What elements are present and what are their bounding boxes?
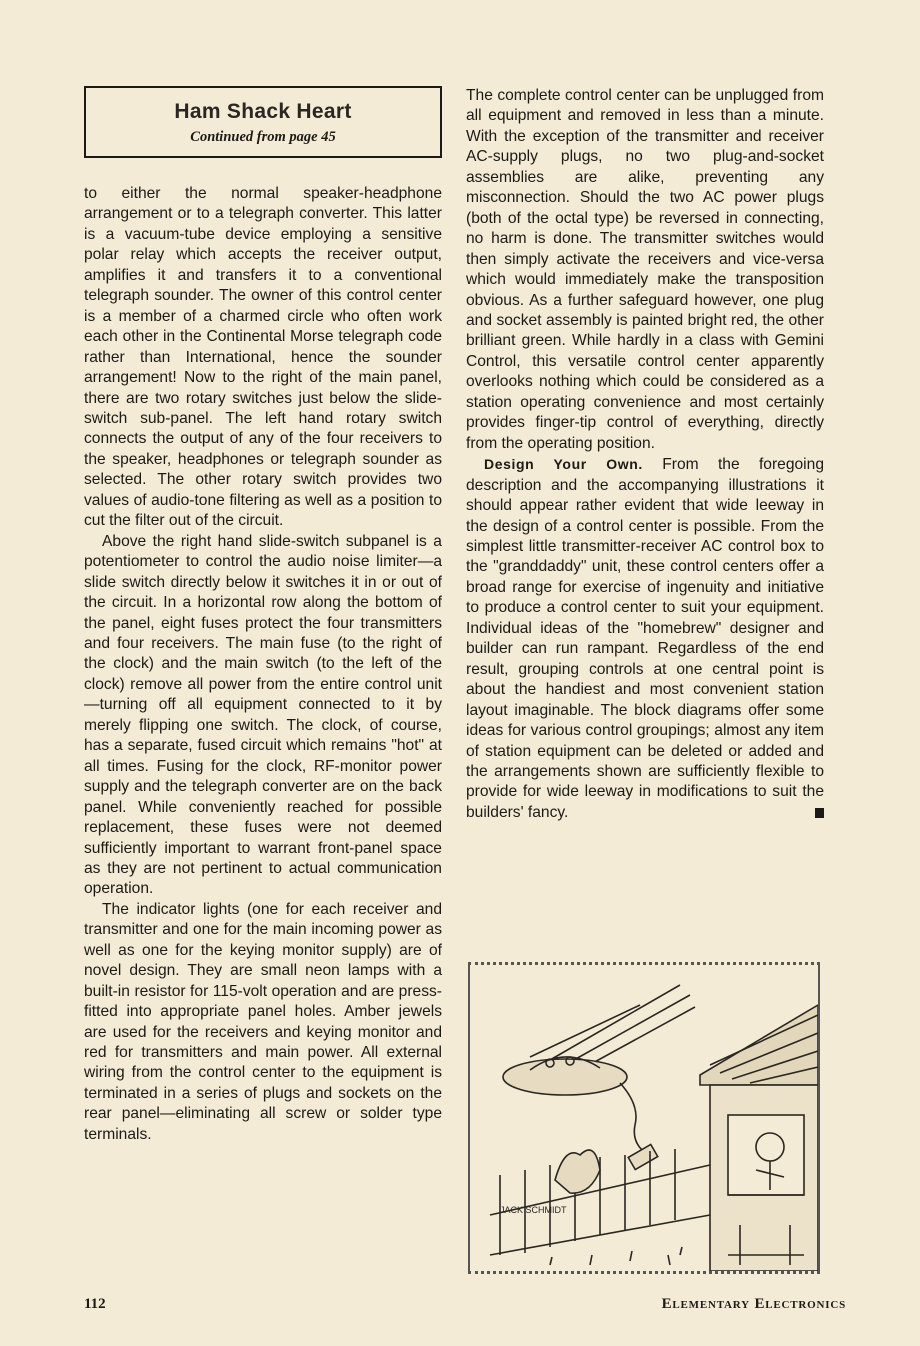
section-heading: Design Your Own. — [484, 456, 643, 473]
right-paragraph-2 — [466, 454, 824, 823]
right-column — [466, 86, 824, 823]
left-column — [84, 82, 442, 1145]
left-paragraph-3: The indicator lights (one for each receiver and transmitter and one for the main incoming power as well as one for the keying monitor supply) are of novel design. They are small neon lamps with a built-in resistor for 115-volt operation and are press-fitted into appropriate panel holes. Amber jewels are used for the receivers and keying monitor and red for transmitters and main power. All external wiring from the control center to the equipment is terminated in a series of plugs and sockets on the rear panel—eliminating all screw or solder type terminals. — [84, 900, 442, 1143]
right-paragraph-1: The complete control center can be unplugged from all equipment and removed in less than a minute. With the exception of the transmitter and receiver AC-supply plugs, no two plug-and-socket assemblies are alike, preventing any misconnection. Should the two AC power plugs (both of the octal type) be reversed in connecting, no harm is done. The transmitter switches would then simply activate the receivers and vice-versa which would immediately make the transposition obvious. As a further safeguard however, one plug and socket assembly is painted bright red, the other brilliant green. While hardly in a class with Gemini Control, this versatile control center apparently overlooks nothing which could be considered as a station operating convenience and most certainly provides finger-tip control of everything, directly from the operating position. — [466, 87, 824, 452]
end-mark-icon — [815, 808, 824, 818]
magazine-name: Elementary Electronics — [661, 1296, 846, 1312]
left-paragraph-1: to either the normal speaker-headphone arrangement or to a telegraph converter. This latter is a vacuum-tube device employing a sensitive polar relay which accepts the receiver output, amplifies it and transfers it to a conventional telegraph sounder. The owner of this control center is a member of a charmed circle who often work each other in the Continental Morse telegraph code rather than International, hence the sounder arrangement! Now to the right of the main panel, there are two rotary switches just below the slide-switch sub-panel. The left hand rotary switch connects the output of any of the four receivers to the speaker, headphones or telegraph sounder as selected. The other rotary switch provides two values of audio-tone filtering as well as a position to cut the filter out of the circuit. — [84, 185, 442, 530]
continued-header-box — [84, 86, 442, 158]
article-title: Ham Shack Heart — [174, 100, 352, 123]
left-paragraph-2: Above the right hand slide-switch subpanel is a potentiometer to control the audio noise limiter—a slide switch directly below it switches it in or out of the circuit. In a horizontal row along the bottom of the panel, eight fuses protect the four transmitters and four receivers. The main fuse (to the right of the clock) and the main switch (to the left of the clock) remove all power from the entire control unit—turning off all equipment connected to it by merely flipping one switch. The clock, of course, has a separate, fused circuit which remains "hot" at all times. Fusing for the clock, RF-monitor power supply and the telegraph converter are on the back panel. While conveniently reached for possible replacement, these fuses were not deemed sufficiently important to warrant front-panel space as they are not pertinent to actual communication operation. — [84, 532, 442, 898]
right-paragraph-2-text: From the foregoing description and the accompanying illustrations it should appear rather evident that wide leeway in the design of a control center is possible. From the simplest little transmitter-receiver AC control box to the "granddaddy" unit, these control centers offer a broad range for exercise of ingenuity and initiative to produce a control center to suit your equipment. Individual ideas of the "homebrew" designer and builder can run rampant. Regardless of the end result, grouping controls at one central point is about the handiest and most convenient station layout imaginable. The block diagrams offer some ideas for various control groupings; almost any item of station equipment can be deleted or added and the arrangements shown are sufficiently flexible to provide for wide leeway in modifications to suit the builders' fancy. — [466, 456, 824, 821]
page-number: 112 — [84, 1296, 106, 1312]
cartoon-signature: JACK SCHMIDT — [500, 1205, 567, 1215]
flying-saucer-cartoon-icon — [470, 965, 818, 1271]
continued-note: Continued from page 45 — [190, 129, 336, 146]
cartoon-illustration — [468, 962, 820, 1274]
